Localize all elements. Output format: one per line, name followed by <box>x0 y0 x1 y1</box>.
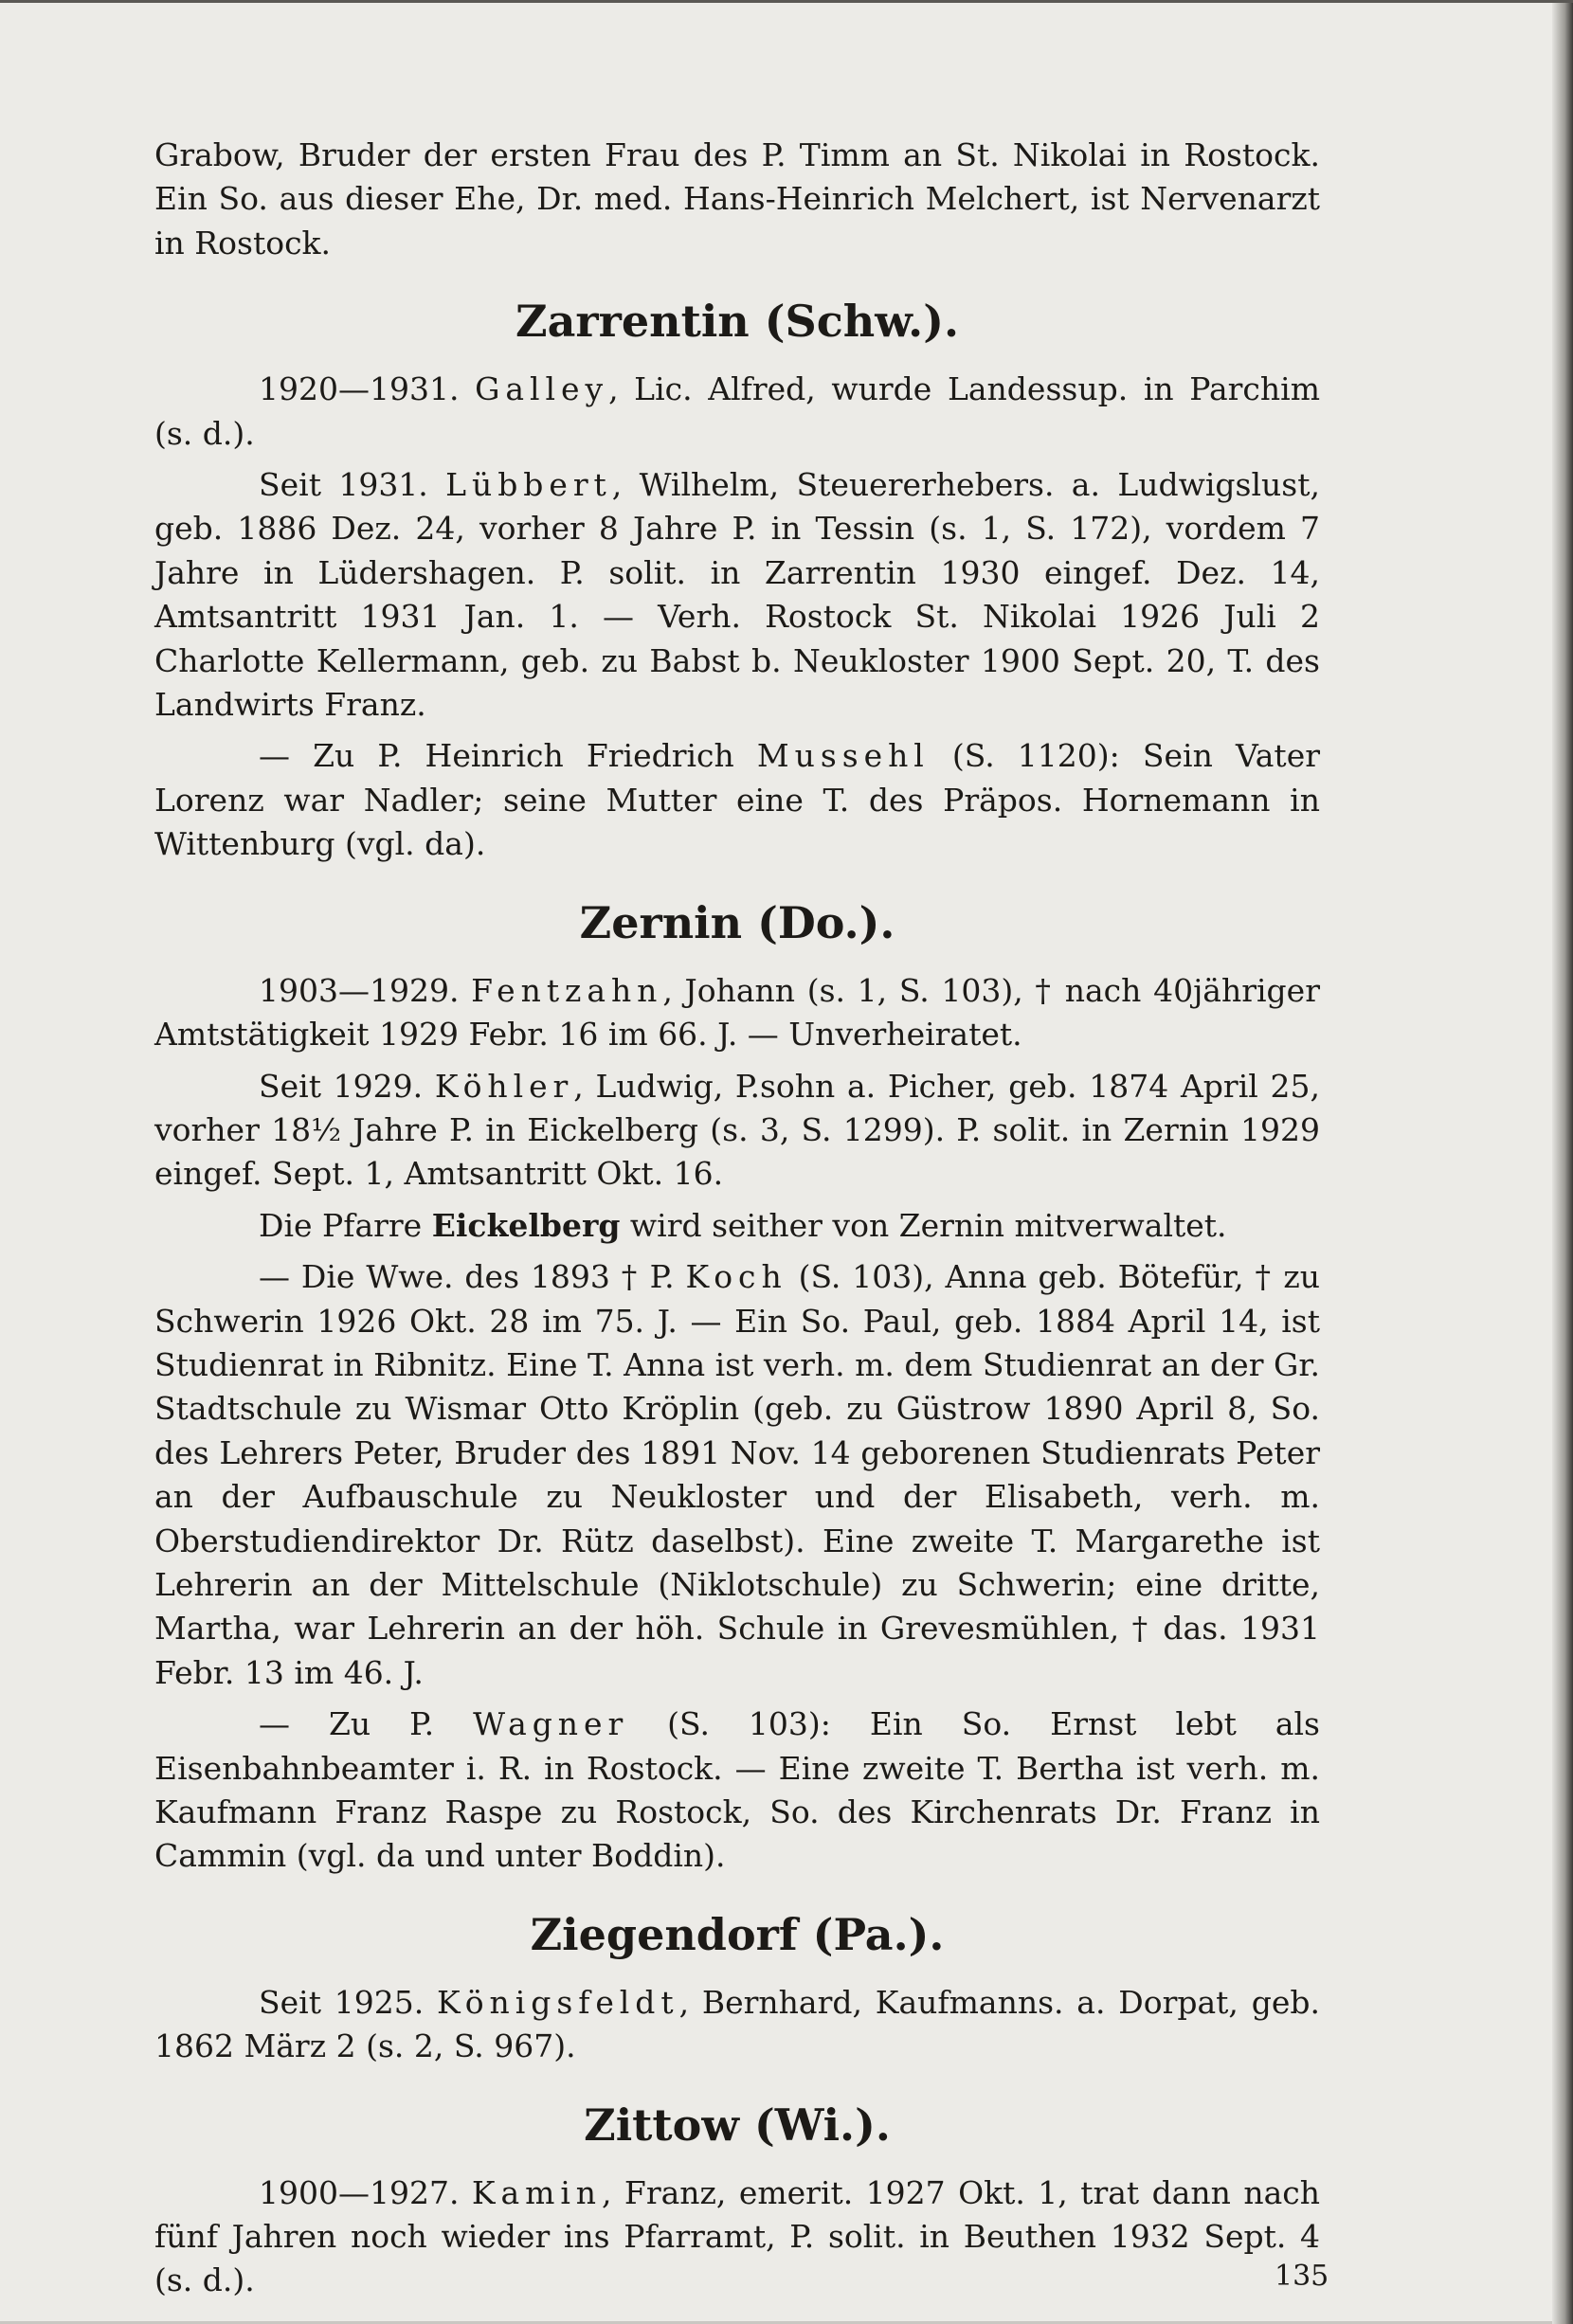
section-title-ziegendorf: Ziegendorf (Pa.). <box>530 1908 945 1960</box>
spaced-name: Kamin <box>471 2173 603 2211</box>
entry-paragraph: 1920—1931. Galley, Lic. Alfred, wurde Landessup. in Parchim (s. d.). <box>154 370 1321 452</box>
entry-paragraph: — Zu P. Heinrich Friedrich Mussehl (S. 1120): Sein Vater Lorenz war Nadler; seine Mutter eine T. des Präpos. Hornemann in Wittenburg (vgl. da). <box>154 737 1321 863</box>
spaced-name: Koch <box>685 1258 787 1296</box>
page-number: 135 <box>1275 2260 1329 2293</box>
entry-paragraph: 1900—1927. Kamin, Franz, emerit. 1927 Okt. 1, trat dann nach fünf Jahren noch wieder ins Pfarramt, P. solit. in Beuthen 1932 Sept. 4 (s. d.). <box>154 2173 1320 2299</box>
intro-paragraph: Grabow, Bruder der ersten Frau des P. Timm an St. Nikolai in Rostock. Ein So. aus dieser Ehe, Dr. med. Hans-Heinrich Melchert, ist Nervenarzt in Rostock. <box>154 136 1320 261</box>
spaced-name: Wagner <box>473 1705 629 1743</box>
entry-paragraph: — Die Wwe. des 1893 † P. Koch (S. 103), Anna geb. Bötefür, † zu Schwerin 1926 Okt. 28 im 75. J. — Ein So. Paul, geb. 1884 April 14, ist Studienrat in Ribnitz. Eine T. Anna ist verh. m. dem Studienrat an der Gr. Stadtschule zu Wismar Otto Kröplin (geb. zu Güstrow 1890 April 8, So. des Lehrers Peter, Bruder des 1891 Nov. 14 geborenen Studienrats Peter an der Aufbauschule zu Neukloster und der Elisabeth, verh. m. Oberstudiendirektor Dr. Rütz daselbst). Eine zweite T. Margarethe ist Lehrerin an der Mittelschule (Niklotschule) zu Schwerin; eine dritte, Martha, war Lehrerin an der höh. Schule in Grevesmühlen, † das. 1931 Febr. 13 im 46. J. <box>154 1258 1321 1691</box>
section-title-zernin: Zernin (Do.). <box>579 896 895 948</box>
entry-paragraph: Seit 1931. Lübbert, Wilhelm, Steuererhebers. a. Ludwigslust, geb. 1886 Dez. 24, vorher 8 Jahre P. in Tessin (s. 1, S. 172), vordem 7 Jahre in Lüdershagen. P. solit. in Zarrentin 1930 eingef. Dez. 14, Amtsantritt 1931 Jan. 1. — Verh. Rostock St. Nikolai 1926 Juli 2 Charlotte Kellermann, geb. zu Babst b. Neukloster 1900 Sept. 20, T. des Landwirts Franz. <box>154 466 1320 724</box>
entry-paragraph: — Zu P. Wagner (S. 103): Ein So. Ernst lebt als Eisenbahnbeamter i. R. in Rostock. — Eine zweite T. Bertha ist verh. m. Kaufmann Franz Raspe zu Rostock, So. des Kirchenrats Dr. Franz in Cammin (vgl. da und unter Boddin). <box>154 1705 1320 1875</box>
spaced-name: Köhler <box>434 1067 574 1105</box>
page-content <box>154 134 1320 2311</box>
spaced-name: Fentzahn <box>471 971 663 1009</box>
entry-paragraph: 1903—1929. Fentzahn, Johann (s. 1, S. 103), † nach 40jähriger Amtstätigkeit 1929 Febr. 16 im 66. J. — Unverheiratet. <box>154 971 1320 1054</box>
section-title-zittow: Zittow (Wi.). <box>584 2099 891 2151</box>
spaced-name: Galley <box>475 370 609 408</box>
entry-paragraph: Die Pfarre Eickelberg wird seither von Zernin mitverwaltet. <box>259 1206 1227 1244</box>
spaced-name: Mussehl <box>756 737 930 775</box>
section-title-zarrentin: Zarrentin (Schw.). <box>515 296 959 348</box>
entry-paragraph: Seit 1925. Königsfeldt, Bernhard, Kaufmanns. a. Dorpat, geb. 1862 März 2 (s. 2, S. 967). <box>154 1983 1321 2065</box>
entry-paragraph: Seit 1929. Köhler, Ludwig, P.sohn a. Picher, geb. 1874 April 25, vorher 18½ Jahre P. in Eickelberg (s. 3, S. 1299). P. solit. in Zernin 1929 eingef. Sept. 1, Amtsantritt Okt. 16. <box>154 1067 1321 1193</box>
bold-place-name: Eickelberg <box>431 1206 621 1244</box>
page-edge-shadow <box>1552 3 1573 2324</box>
spaced-name: Lübbert <box>445 466 612 504</box>
spaced-name: Königsfeldt <box>437 1983 679 2021</box>
